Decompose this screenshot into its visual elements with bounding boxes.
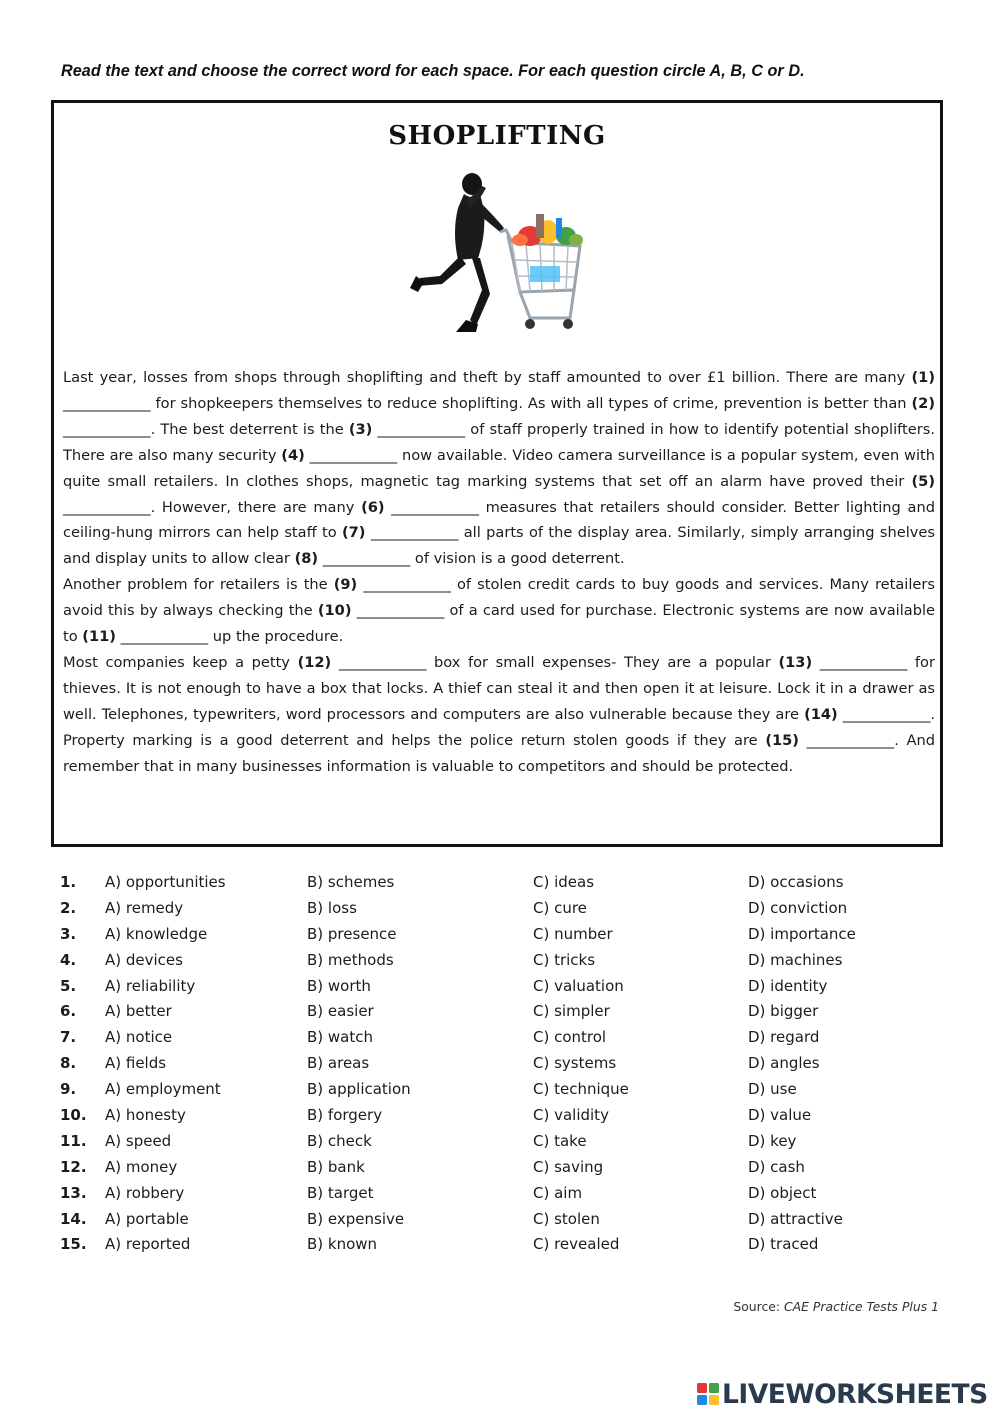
question-number: 7. xyxy=(60,1028,77,1047)
option-d[interactable]: D) value xyxy=(748,1106,812,1125)
option-a[interactable]: A) devices xyxy=(105,950,183,969)
passage-text-segment: ____________ of stolen credit cards to buy goods and services. Many retailers avoid this by always checking the xyxy=(63,576,935,620)
gap-number: (5) xyxy=(911,472,935,490)
gap-number: (13) xyxy=(778,653,813,671)
option-d[interactable]: D) traced xyxy=(748,1235,819,1254)
passage-text-segment: ____________. And remember that in many businesses information is valuable to competitors and should be protected. xyxy=(63,731,936,775)
option-c[interactable]: C) simpler xyxy=(533,1002,610,1021)
option-d[interactable]: D) machines xyxy=(748,950,843,969)
page-title: SHOPLIFTING xyxy=(388,121,606,151)
option-b[interactable]: B) worth xyxy=(307,976,371,995)
question-row xyxy=(60,1051,940,1077)
question-row xyxy=(60,896,940,922)
question-number: 13. xyxy=(60,1183,87,1202)
gap-number: (7) xyxy=(341,524,366,542)
passage-text-segment: ____________ for shopkeepers themselves to reduce shoplifting. As with all types of crime, prevention is better than xyxy=(63,394,912,412)
passage-text-segment: ____________ box for small expenses- They are a popular xyxy=(331,653,779,671)
gap-number: (8) xyxy=(294,550,319,568)
option-b[interactable]: B) methods xyxy=(307,950,394,969)
option-a[interactable]: A) honesty xyxy=(105,1106,186,1125)
question-row xyxy=(60,1077,940,1103)
question-row xyxy=(60,1129,940,1155)
question-number: 2. xyxy=(60,898,77,917)
liveworksheets-wordmark: LIVEWORKSHEETS xyxy=(722,1378,988,1410)
option-c[interactable]: C) saving xyxy=(533,1157,604,1176)
question-number: 9. xyxy=(60,1080,77,1099)
question-row xyxy=(60,974,940,1000)
option-c[interactable]: C) systems xyxy=(533,1054,617,1073)
passage-text-segment: ____________. However, there are many xyxy=(63,498,362,516)
passage-text-segment: ____________ now available. Video camera surveillance is a popular system, even with quite small retailers. In clothes shops, magnetic tag marking systems that set off an alarm have proved their xyxy=(63,446,935,490)
gap-number: (2) xyxy=(911,394,935,412)
gap-number: (9) xyxy=(333,576,358,594)
question-row xyxy=(60,1155,940,1181)
option-b[interactable]: B) application xyxy=(307,1080,411,1099)
option-d[interactable]: D) attractive xyxy=(748,1209,843,1228)
option-c[interactable]: C) stolen xyxy=(533,1209,600,1228)
option-a[interactable]: A) speed xyxy=(105,1131,172,1150)
option-d[interactable]: D) use xyxy=(748,1080,797,1099)
passage-text-segment: ____________ all parts of the display area. Similarly, simply arranging shelves and display units to allow clear xyxy=(63,524,935,568)
question-number: 8. xyxy=(60,1054,77,1073)
question-row xyxy=(60,948,940,974)
question-row xyxy=(60,1103,940,1129)
gap-number: (14) xyxy=(804,705,838,723)
gap-number: (6) xyxy=(361,498,385,516)
option-d[interactable]: D) identity xyxy=(748,976,828,995)
source-label: Source: xyxy=(733,1299,781,1314)
option-b[interactable]: B) loss xyxy=(307,898,357,917)
option-d[interactable]: D) importance xyxy=(748,924,856,943)
gap-number: (1) xyxy=(911,369,935,386)
question-row xyxy=(60,1025,940,1051)
liveworksheets-mark-icon xyxy=(697,1383,719,1405)
option-b[interactable]: B) expensive xyxy=(307,1209,405,1228)
option-b[interactable]: B) areas xyxy=(307,1054,370,1073)
question-number: 11. xyxy=(60,1131,87,1150)
option-b[interactable]: B) check xyxy=(307,1131,372,1150)
option-a[interactable]: A) fields xyxy=(105,1054,167,1073)
passage-text-segment: ____________ up the procedure. xyxy=(115,628,344,646)
question-number: 15. xyxy=(60,1235,87,1254)
option-a[interactable]: A) opportunities xyxy=(105,873,226,891)
option-d[interactable]: D) conviction xyxy=(748,898,848,917)
option-c[interactable]: C) cure xyxy=(533,898,587,917)
question-row xyxy=(60,922,940,948)
option-a[interactable]: A) reported xyxy=(105,1235,191,1254)
option-b[interactable]: B) presence xyxy=(307,924,397,943)
option-b[interactable]: B) forgery xyxy=(307,1106,383,1125)
passage-text-segment: ____________ for thieves. It is not enough to have a box that locks. A thief can steal it and then open it at leisure. Lock it in a drawer as well. Telephones, typewriters, word processors and computers are also vulnerable because they are xyxy=(63,653,935,723)
option-a[interactable]: A) remedy xyxy=(105,898,184,917)
passage-text-segment: ____________ of staff properly trained in how to identify potential shoplifters. There are also many security xyxy=(63,420,935,464)
passage-text-segment: ____________. The best deterrent is the xyxy=(63,420,349,438)
option-d[interactable]: D) occasions xyxy=(748,873,844,891)
option-a[interactable]: A) robbery xyxy=(105,1183,185,1202)
gap-number: (3) xyxy=(348,420,373,438)
passage-text-segment: Last year, losses from shops through shoplifting and theft by staff amounted to over £1 billion. There are many xyxy=(63,369,912,386)
question-number: 14. xyxy=(60,1209,87,1228)
passage-text xyxy=(63,365,935,780)
question-number: 5. xyxy=(60,976,77,995)
option-d[interactable]: D) angles xyxy=(748,1054,820,1073)
gap-number: (11) xyxy=(82,628,116,646)
option-d[interactable]: D) cash xyxy=(748,1157,805,1176)
option-c[interactable]: C) control xyxy=(533,1028,607,1047)
option-d[interactable]: D) bigger xyxy=(748,1002,819,1021)
option-b[interactable]: B) easier xyxy=(307,1002,374,1021)
liveworksheets-logo[interactable] xyxy=(697,1378,988,1410)
option-c[interactable]: C) tricks xyxy=(533,950,596,969)
option-c[interactable]: C) validity xyxy=(533,1106,609,1125)
gap-number: (10) xyxy=(317,602,352,620)
option-b[interactable]: B) watch xyxy=(307,1028,374,1047)
question-row xyxy=(60,1181,940,1207)
reading-passage-box xyxy=(51,100,943,847)
option-c[interactable]: C) technique xyxy=(533,1080,629,1099)
gap-number: (12) xyxy=(297,653,332,671)
option-a[interactable]: A) knowledge xyxy=(105,924,208,943)
option-d[interactable]: D) regard xyxy=(748,1028,820,1047)
question-number: 1. xyxy=(60,873,77,891)
option-a[interactable]: A) money xyxy=(105,1157,178,1176)
passage-text-segment: ____________ of vision is a good deterrent. xyxy=(318,550,625,568)
option-d[interactable]: D) object xyxy=(748,1183,817,1202)
gap-number: (4) xyxy=(281,446,305,464)
question-number: 12. xyxy=(60,1157,87,1176)
question-number: 3. xyxy=(60,924,77,943)
passage-paragraph xyxy=(63,365,935,572)
question-number: 4. xyxy=(60,950,77,969)
source-title: CAE Practice Tests Plus 1 xyxy=(784,1299,939,1314)
passage-text-segment: ____________. Property marking is a good deterrent and helps the police return stolen goods if they are xyxy=(63,705,935,749)
question-row xyxy=(60,870,940,896)
passage-paragraph xyxy=(63,650,935,780)
answer-options-list xyxy=(60,870,940,1258)
passage-text-segment: Another problem for retailers is the xyxy=(63,576,334,594)
option-c[interactable]: C) ideas xyxy=(533,873,595,891)
instruction-text: Read the text and choose the correct word for each space. For each question circle A, B, C or D. xyxy=(61,62,805,80)
option-c[interactable]: C) take xyxy=(533,1131,587,1150)
question-row xyxy=(60,1207,940,1233)
option-c[interactable]: C) revealed xyxy=(533,1235,620,1254)
gap-number: (15) xyxy=(765,731,799,749)
question-row xyxy=(60,999,940,1025)
option-a[interactable]: A) reliability xyxy=(105,976,196,995)
shoplifter-pushing-cart-icon xyxy=(380,170,590,340)
question-row xyxy=(60,1232,940,1258)
option-d[interactable]: D) key xyxy=(748,1131,797,1150)
option-b[interactable]: B) schemes xyxy=(307,873,395,891)
option-c[interactable]: C) aim xyxy=(533,1183,583,1202)
option-a[interactable]: A) notice xyxy=(105,1028,173,1047)
option-a[interactable]: A) portable xyxy=(105,1209,189,1228)
option-a[interactable]: A) better xyxy=(105,1002,172,1021)
option-c[interactable]: C) number xyxy=(533,924,613,943)
question-number: 10. xyxy=(60,1106,87,1125)
option-c[interactable]: C) valuation xyxy=(533,976,624,995)
passage-text-segment: ____________ measures that retailers should consider. Better lighting and ceiling-hung mirrors can help staff to xyxy=(63,498,935,542)
option-b[interactable]: B) target xyxy=(307,1183,374,1202)
passage-text-segment: ____________ of a card used for purchase. Electronic systems are now available to xyxy=(63,602,935,646)
option-b[interactable]: B) known xyxy=(307,1235,378,1254)
passage-paragraph xyxy=(63,572,935,650)
option-a[interactable]: A) employment xyxy=(105,1080,221,1099)
source-citation xyxy=(733,1299,939,1314)
option-b[interactable]: B) bank xyxy=(307,1157,365,1176)
question-number: 6. xyxy=(60,1002,77,1021)
passage-text-segment: Most companies keep a petty xyxy=(63,653,298,671)
